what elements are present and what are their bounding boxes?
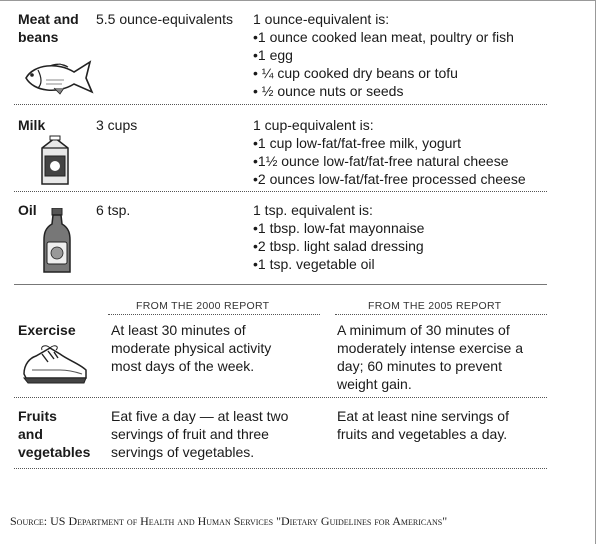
exercise-2005-text xyxy=(337,321,523,393)
description-line: •2 tbsp. light salad dressing xyxy=(253,238,424,254)
category-line: Oil xyxy=(18,202,37,218)
text-line: fruits and vegetables a day. xyxy=(337,426,508,442)
description-line: •1 ounce cooked lean meat, poultry or fish xyxy=(253,29,514,45)
row-divider xyxy=(14,104,547,105)
column-header-2005: FROM THE 2005 REPORT xyxy=(368,300,502,312)
description-line: •1 tsp. vegetable oil xyxy=(253,256,375,272)
description-line: • ¼ cup cooked dry beans or tofu xyxy=(253,65,458,81)
amount-meat-and-beans: 5.5 ounce-equivalents xyxy=(96,11,233,27)
column-header-underline xyxy=(108,314,320,315)
text-line: moderate physical activity xyxy=(111,340,272,356)
description-line: •1 cup low-fat/fat-free milk, yogurt xyxy=(253,135,461,151)
column-header-2000: FROM THE 2000 REPORT xyxy=(136,300,270,312)
category-exercise xyxy=(18,321,76,339)
description-oil xyxy=(253,201,424,273)
description-line: •1 tbsp. low-fat mayonnaise xyxy=(253,220,425,236)
frame-top-border xyxy=(0,0,596,1)
text-line: weight gain. xyxy=(337,376,412,392)
category-line: Meat and xyxy=(18,11,79,27)
description-meat-and-beans xyxy=(253,10,514,100)
fish-icon xyxy=(16,58,98,98)
section-divider xyxy=(14,284,547,285)
text-line: Eat at least nine servings of xyxy=(337,408,509,424)
description-line: •1½ ounce low-fat/fat-free natural cheese xyxy=(253,153,509,169)
text-line: most days of the week. xyxy=(111,358,255,374)
frame-right-border xyxy=(595,0,596,544)
category-oil xyxy=(18,201,37,219)
category-line: beans xyxy=(18,29,59,45)
category-meat-and-beans xyxy=(18,10,79,46)
text-line: servings of fruit and three xyxy=(111,426,269,442)
description-line: •1 egg xyxy=(253,47,293,63)
description-line: 1 ounce-equivalent is: xyxy=(253,11,390,27)
fruits-2005-text xyxy=(337,407,509,443)
sneaker-icon xyxy=(20,344,90,386)
description-line: •2 ounces low-fat/fat-free processed cheese xyxy=(253,171,526,187)
row-divider xyxy=(14,191,547,192)
description-milk xyxy=(253,116,526,188)
oil-bottle-icon xyxy=(42,208,72,276)
category-line: Milk xyxy=(18,117,46,133)
row-divider xyxy=(14,468,547,469)
text-line: Eat five a day — at least two xyxy=(111,408,289,424)
description-line: 1 tsp. equivalent is: xyxy=(253,202,373,218)
source-citation: Source: US Department of Health and Human Services "Dietary Guidelines for Americans" xyxy=(10,514,448,528)
category-line: Fruits xyxy=(18,408,57,424)
row-divider xyxy=(14,397,547,398)
text-line: moderately intense exercise a xyxy=(337,340,523,356)
description-line: • ½ ounce nuts or seeds xyxy=(253,83,404,99)
amount-milk: 3 cups xyxy=(96,117,138,133)
text-line: servings of vegetables. xyxy=(111,444,255,460)
milk-carton-icon xyxy=(36,134,74,186)
text-line: day; 60 minutes to prevent xyxy=(337,358,502,374)
description-line: 1 cup-equivalent is: xyxy=(253,117,374,133)
column-header-underline xyxy=(335,314,547,315)
fruits-2000-text xyxy=(111,407,288,461)
category-line: and xyxy=(18,426,43,442)
category-line: Exercise xyxy=(18,322,76,338)
category-milk xyxy=(18,116,45,134)
exercise-2000-text xyxy=(111,321,271,375)
text-line: A minimum of 30 minutes of xyxy=(337,322,510,338)
category-fruits-and-vegetables xyxy=(18,407,90,461)
category-line: vegetables xyxy=(18,444,91,460)
text-line: At least 30 minutes of xyxy=(111,322,246,338)
amount-oil: 6 tsp. xyxy=(96,202,131,218)
